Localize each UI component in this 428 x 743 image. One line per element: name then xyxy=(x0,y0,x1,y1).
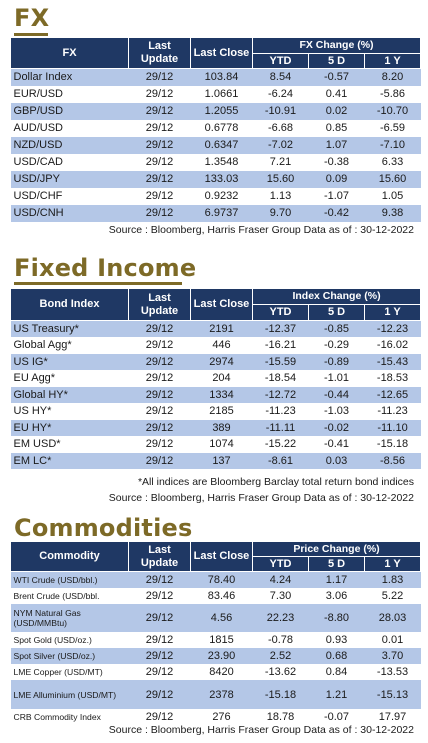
fixed-income-section xyxy=(0,250,428,510)
row-name-cell: NZD/USD xyxy=(11,137,129,154)
last-close-cell: 1.3548 xyxy=(191,154,253,171)
change-5d-cell: 0.85 xyxy=(309,120,365,137)
row-name-cell: USD/CAD xyxy=(11,154,129,171)
last-update-cell: 29/12 xyxy=(129,680,191,709)
last-close-cell: 276 xyxy=(191,709,253,725)
change-1y-cell: -12.65 xyxy=(365,387,421,404)
last-close-cell: 1815 xyxy=(191,632,253,648)
change-1y-cell: 15.60 xyxy=(365,171,421,188)
change-1y-cell: -15.43 xyxy=(365,354,421,371)
change-5d-cell: -0.89 xyxy=(309,354,365,371)
commodities-section xyxy=(0,510,428,743)
table-row xyxy=(11,709,421,725)
table-row xyxy=(11,604,421,633)
header-ytd: YTD xyxy=(253,557,309,572)
change-ytd-cell: 18.78 xyxy=(253,709,309,725)
table-row xyxy=(11,69,421,86)
last-update-cell: 29/12 xyxy=(129,709,191,725)
last-close-cell: 2378 xyxy=(191,680,253,709)
change-ytd-cell: -13.62 xyxy=(253,664,309,680)
last-close-cell: 0.6347 xyxy=(191,137,253,154)
change-1y-cell: 0.01 xyxy=(365,632,421,648)
change-5d-cell: -0.44 xyxy=(309,387,365,404)
table-row xyxy=(11,188,421,205)
last-close-cell: 204 xyxy=(191,370,253,387)
header-change-group: FX Change (%) xyxy=(253,38,421,54)
change-ytd-cell: -10.91 xyxy=(253,103,309,120)
change-1y-cell: -15.18 xyxy=(365,436,421,453)
change-ytd-cell: 22.23 xyxy=(253,604,309,633)
fixed-income-title: Fixed Income xyxy=(14,254,197,282)
last-update-cell: 29/12 xyxy=(129,387,191,404)
header-5d: 5 D xyxy=(309,305,365,321)
table-row xyxy=(11,337,421,354)
table-row xyxy=(11,86,421,103)
change-ytd-cell: 7.30 xyxy=(253,588,309,604)
row-name-cell: EM LC* xyxy=(11,453,129,470)
row-name-cell: EUR/USD xyxy=(11,86,129,103)
change-1y-cell: -16.02 xyxy=(365,337,421,354)
change-5d-cell: -1.07 xyxy=(309,188,365,205)
last-close-cell: 1.2055 xyxy=(191,103,253,120)
table-row xyxy=(11,664,421,680)
header-1y: 1 Y xyxy=(365,557,421,572)
table-row xyxy=(11,370,421,387)
fx-source: Source : Bloomberg, Harris Fraser Group Data as of : 30-12-2022 xyxy=(108,224,414,236)
fx-title: FX xyxy=(14,4,50,32)
row-name-cell: USD/CHF xyxy=(11,188,129,205)
table-row xyxy=(11,205,421,222)
header-name: FX xyxy=(11,38,129,69)
last-update-cell: 29/12 xyxy=(129,588,191,604)
change-1y-cell: 28.03 xyxy=(365,604,421,633)
change-ytd-cell: -12.37 xyxy=(253,321,309,338)
last-update-cell: 29/12 xyxy=(129,154,191,171)
change-ytd-cell: -8.61 xyxy=(253,453,309,470)
change-5d-cell: -0.85 xyxy=(309,321,365,338)
last-update-cell: 29/12 xyxy=(129,120,191,137)
row-name-cell: USD/JPY xyxy=(11,171,129,188)
table-row xyxy=(11,403,421,420)
row-name-cell: Global HY* xyxy=(11,387,129,404)
change-5d-cell: -8.80 xyxy=(309,604,365,633)
change-5d-cell: 1.17 xyxy=(309,572,365,588)
change-ytd-cell: 15.60 xyxy=(253,171,309,188)
last-update-cell: 29/12 xyxy=(129,632,191,648)
table-row xyxy=(11,632,421,648)
header-last-update: Last Update xyxy=(129,38,191,69)
change-1y-cell: -12.23 xyxy=(365,321,421,338)
last-close-cell: 103.84 xyxy=(191,69,253,86)
change-ytd-cell: 2.52 xyxy=(253,648,309,664)
fx-title-underline xyxy=(14,33,48,36)
row-name-cell: AUD/USD xyxy=(11,120,129,137)
table-row xyxy=(11,453,421,470)
row-name-cell: LME Alluminium (USD/MT) xyxy=(11,680,129,709)
last-update-cell: 29/12 xyxy=(129,103,191,120)
last-close-cell: 8420 xyxy=(191,664,253,680)
row-name-cell: US Treasury* xyxy=(11,321,129,338)
change-5d-cell: 0.41 xyxy=(309,86,365,103)
change-1y-cell: 5.22 xyxy=(365,588,421,604)
last-close-cell: 6.9737 xyxy=(191,205,253,222)
last-close-cell: 0.6778 xyxy=(191,120,253,137)
row-name-cell: US IG* xyxy=(11,354,129,371)
row-name-cell: Spot Gold (USD/oz.) xyxy=(11,632,129,648)
change-ytd-cell: -15.22 xyxy=(253,436,309,453)
last-close-cell: 446 xyxy=(191,337,253,354)
last-update-cell: 29/12 xyxy=(129,370,191,387)
last-update-cell: 29/12 xyxy=(129,664,191,680)
commodities-table xyxy=(10,541,421,725)
change-1y-cell: -8.56 xyxy=(365,453,421,470)
header-1y: 1 Y xyxy=(365,54,421,69)
change-5d-cell: 0.09 xyxy=(309,171,365,188)
commodities-title: Commodities xyxy=(14,514,193,542)
change-5d-cell: 0.68 xyxy=(309,648,365,664)
last-close-cell: 1.0661 xyxy=(191,86,253,103)
header-change-group: Price Change (%) xyxy=(253,542,421,557)
change-1y-cell: -13.53 xyxy=(365,664,421,680)
change-ytd-cell: 8.54 xyxy=(253,69,309,86)
change-1y-cell: -5.86 xyxy=(365,86,421,103)
last-update-cell: 29/12 xyxy=(129,420,191,437)
row-name-cell: Brent Crude (USD/bbl. xyxy=(11,588,129,604)
last-update-cell: 29/12 xyxy=(129,188,191,205)
change-1y-cell: 6.33 xyxy=(365,154,421,171)
table-row xyxy=(11,572,421,588)
row-name-cell: GBP/USD xyxy=(11,103,129,120)
row-name-cell: US HY* xyxy=(11,403,129,420)
commodities-rows xyxy=(11,572,421,726)
fixed-income-footnote: *All indices are Bloomberg Barclay total return bond indices xyxy=(137,476,414,488)
header-ytd: YTD xyxy=(253,54,309,69)
header-ytd: YTD xyxy=(253,305,309,321)
header-last-update: Last Update xyxy=(129,289,191,321)
change-5d-cell: -1.01 xyxy=(309,370,365,387)
change-1y-cell: -11.10 xyxy=(365,420,421,437)
change-ytd-cell: -11.11 xyxy=(253,420,309,437)
table-row xyxy=(11,436,421,453)
header-last-update: Last Update xyxy=(129,542,191,572)
last-update-cell: 29/12 xyxy=(129,171,191,188)
row-name-cell: EU Agg* xyxy=(11,370,129,387)
change-5d-cell: -0.57 xyxy=(309,69,365,86)
fixed-income-rows xyxy=(11,321,421,470)
last-update-cell: 29/12 xyxy=(129,436,191,453)
last-update-cell: 29/12 xyxy=(129,604,191,633)
change-5d-cell: -0.07 xyxy=(309,709,365,725)
change-1y-cell: -18.53 xyxy=(365,370,421,387)
last-update-cell: 29/12 xyxy=(129,69,191,86)
change-5d-cell: -0.02 xyxy=(309,420,365,437)
change-ytd-cell: -6.24 xyxy=(253,86,309,103)
fx-table xyxy=(10,37,421,222)
change-ytd-cell: 4.24 xyxy=(253,572,309,588)
header-last-close: Last Close xyxy=(191,542,253,572)
last-update-cell: 29/12 xyxy=(129,337,191,354)
change-5d-cell: -0.42 xyxy=(309,205,365,222)
change-ytd-cell: 7.21 xyxy=(253,154,309,171)
last-close-cell: 1074 xyxy=(191,436,253,453)
change-ytd-cell: -7.02 xyxy=(253,137,309,154)
header-5d: 5 D xyxy=(309,557,365,572)
change-5d-cell: -0.38 xyxy=(309,154,365,171)
fx-section xyxy=(0,0,428,245)
change-5d-cell: -0.29 xyxy=(309,337,365,354)
header-change-group: Index Change (%) xyxy=(253,289,421,305)
change-1y-cell: -6.59 xyxy=(365,120,421,137)
last-update-cell: 29/12 xyxy=(129,137,191,154)
change-ytd-cell: -15.59 xyxy=(253,354,309,371)
table-row xyxy=(11,120,421,137)
table-row xyxy=(11,420,421,437)
last-update-cell: 29/12 xyxy=(129,453,191,470)
change-5d-cell: 0.84 xyxy=(309,664,365,680)
last-update-cell: 29/12 xyxy=(129,572,191,588)
last-close-cell: 389 xyxy=(191,420,253,437)
fixed-income-source: Source : Bloomberg, Harris Fraser Group Data as of : 30-12-2022 xyxy=(108,492,414,504)
row-name-cell: Dollar Index xyxy=(11,69,129,86)
change-5d-cell: 1.07 xyxy=(309,137,365,154)
last-update-cell: 29/12 xyxy=(129,205,191,222)
row-name-cell: EU HY* xyxy=(11,420,129,437)
last-close-cell: 137 xyxy=(191,453,253,470)
header-1y: 1 Y xyxy=(365,305,421,321)
change-5d-cell: -1.03 xyxy=(309,403,365,420)
row-name-cell: USD/CNH xyxy=(11,205,129,222)
row-name-cell: Spot Silver (USD/oz.) xyxy=(11,648,129,664)
change-ytd-cell: -18.54 xyxy=(253,370,309,387)
table-row xyxy=(11,103,421,120)
fixed-income-table xyxy=(10,288,421,469)
change-1y-cell: 17.97 xyxy=(365,709,421,725)
header-name: Commodity xyxy=(11,542,129,572)
change-5d-cell: 3.06 xyxy=(309,588,365,604)
last-update-cell: 29/12 xyxy=(129,321,191,338)
change-5d-cell: 1.21 xyxy=(309,680,365,709)
row-name-cell: EM USD* xyxy=(11,436,129,453)
change-ytd-cell: 9.70 xyxy=(253,205,309,222)
table-row xyxy=(11,171,421,188)
header-last-close: Last Close xyxy=(191,38,253,69)
table-row xyxy=(11,648,421,664)
last-update-cell: 29/12 xyxy=(129,354,191,371)
change-ytd-cell: -16.21 xyxy=(253,337,309,354)
change-5d-cell: 0.02 xyxy=(309,103,365,120)
table-row xyxy=(11,680,421,709)
change-1y-cell: -11.23 xyxy=(365,403,421,420)
last-update-cell: 29/12 xyxy=(129,403,191,420)
change-5d-cell: 0.93 xyxy=(309,632,365,648)
row-name-cell: NYM Natural Gas (USD/MMBtu) xyxy=(11,604,129,633)
header-name: Bond Index xyxy=(11,289,129,321)
last-close-cell: 2974 xyxy=(191,354,253,371)
row-name-cell: Global Agg* xyxy=(11,337,129,354)
commodities-source: Source : Bloomberg, Harris Fraser Group Data as of : 30-12-2022 xyxy=(108,724,414,736)
row-name-cell: CRB Commodity Index xyxy=(11,709,129,725)
change-ytd-cell: 1.13 xyxy=(253,188,309,205)
table-row xyxy=(11,387,421,404)
header-5d: 5 D xyxy=(309,54,365,69)
table-row xyxy=(11,137,421,154)
change-1y-cell: -15.13 xyxy=(365,680,421,709)
fixed-income-title-underline xyxy=(14,282,182,285)
last-close-cell: 133.03 xyxy=(191,171,253,188)
last-close-cell: 23.90 xyxy=(191,648,253,664)
table-row xyxy=(11,354,421,371)
table-row xyxy=(11,588,421,604)
last-close-cell: 4.56 xyxy=(191,604,253,633)
last-close-cell: 78.40 xyxy=(191,572,253,588)
last-close-cell: 2185 xyxy=(191,403,253,420)
header-last-close: Last Close xyxy=(191,289,253,321)
change-1y-cell: 8.20 xyxy=(365,69,421,86)
change-ytd-cell: -12.72 xyxy=(253,387,309,404)
change-1y-cell: -10.70 xyxy=(365,103,421,120)
change-1y-cell: -7.10 xyxy=(365,137,421,154)
last-close-cell: 83.46 xyxy=(191,588,253,604)
last-close-cell: 2191 xyxy=(191,321,253,338)
change-ytd-cell: -6.68 xyxy=(253,120,309,137)
change-ytd-cell: -11.23 xyxy=(253,403,309,420)
fx-rows xyxy=(11,69,421,222)
change-5d-cell: -0.41 xyxy=(309,436,365,453)
change-ytd-cell: -0.78 xyxy=(253,632,309,648)
row-name-cell: WTI Crude (USD/bbl.) xyxy=(11,572,129,588)
change-5d-cell: 0.03 xyxy=(309,453,365,470)
change-ytd-cell: -15.18 xyxy=(253,680,309,709)
change-1y-cell: 1.83 xyxy=(365,572,421,588)
table-row xyxy=(11,154,421,171)
last-update-cell: 29/12 xyxy=(129,86,191,103)
change-1y-cell: 1.05 xyxy=(365,188,421,205)
row-name-cell: LME Copper (USD/MT) xyxy=(11,664,129,680)
last-update-cell: 29/12 xyxy=(129,648,191,664)
last-close-cell: 0.9232 xyxy=(191,188,253,205)
last-close-cell: 1334 xyxy=(191,387,253,404)
table-row xyxy=(11,321,421,338)
change-1y-cell: 9.38 xyxy=(365,205,421,222)
change-1y-cell: 3.70 xyxy=(365,648,421,664)
